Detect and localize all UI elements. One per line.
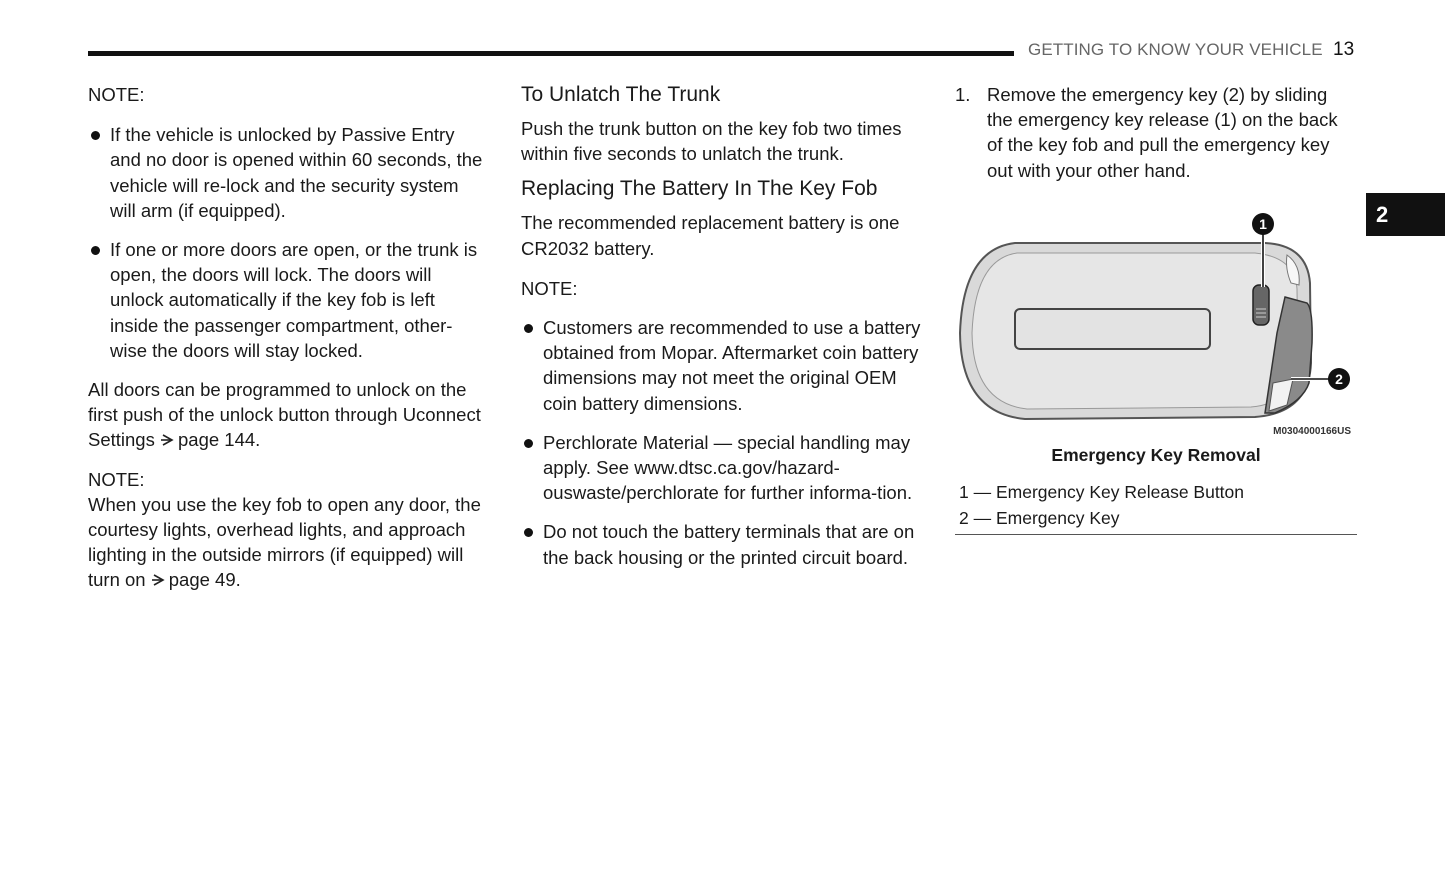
note-label: NOTE: [521,277,578,299]
key-fob-figure [955,213,1357,443]
unlock-paragraph [88,377,488,453]
step-number: 1. [955,84,971,105]
list-item: If the vehicle is unlocked by Passive Entry and no door is opened within 60 seconds, the vehicle will re-lock and the security system will arm (if equipped). [88,122,488,223]
paragraph-text: When you use the key fob to open any door, the courtesy lights, overhead lights, and approach lighting in the outside mirrors (if equipped) will turn on [88,493,481,591]
key-fob-illustration [955,213,1357,443]
step-item [955,82,1357,183]
page-ref-link[interactable]: page 144. [178,429,261,451]
section-heading-trunk: To Unlatch The Trunk [521,83,721,106]
figure-legend [955,479,1357,535]
chapter-tab[interactable]: 2 [1366,193,1445,236]
column-1 [88,82,488,593]
legend-item: 2 — Emergency Key [959,508,1120,529]
header-rule [88,51,1014,56]
paragraph-text: All doors can be programmed to unlock on the first push of the unlock button through Uconnect Settings [88,379,481,451]
list-item: Customers are recommended to use a battery obtained from Mopar. Aftermarket coin battery dimensions may not meet the original OEM coin battery dimensions. [521,315,921,416]
note-label: NOTE: [88,468,145,490]
column-2 [521,82,921,570]
section-heading-battery: Replacing The Battery In The Key Fob [521,177,878,201]
page-ref-arrow-icon [160,427,178,452]
note-paragraph [88,492,488,593]
callout-2-label: 2 [1335,370,1343,387]
legend-item: 1 — Emergency Key Release Button [959,482,1245,503]
trunk-paragraph: Push the trunk button on the key fob two times within five seconds to unlatch the trunk. [521,118,902,165]
note-label: NOTE: [88,84,145,105]
running-title: GETTING TO KNOW YOUR VEHICLE [1028,40,1323,59]
figure-code: M0304000166US [1273,425,1351,437]
note-bullet-list [88,122,488,363]
page-ref-link[interactable]: page 49. [168,569,241,591]
battery-paragraph: The recommended replacement battery is one CR2032 battery. [521,212,900,259]
figure-caption: Emergency Key Removal [1051,444,1261,465]
step-text: Remove the emergency key (2) by sliding the emergency key release (1) on the back of the key fob and pull the emergency key out with your other hand. [987,84,1338,181]
list-item: Do not touch the battery terminals that are on the back housing or the printed circuit board. [521,519,921,569]
list-item: If one or more doors are open, or the trunk is open, the doors will lock. The doors will unlock automatically if the key fob is left inside the passenger compartment, other-wise the doors will stay locked. [88,237,488,363]
callout-1-label: 1 [1259,215,1267,232]
column-3 [955,82,1357,535]
list-item: Perchlorate Material — special handling may apply. See www.dtsc.ca.gov/hazard-ouswaste/perchlorate for further informa-tion. [521,430,921,506]
page-number: 13 [1333,39,1355,60]
page-ref-arrow-icon [151,567,169,592]
battery-bullet-list [521,315,921,570]
